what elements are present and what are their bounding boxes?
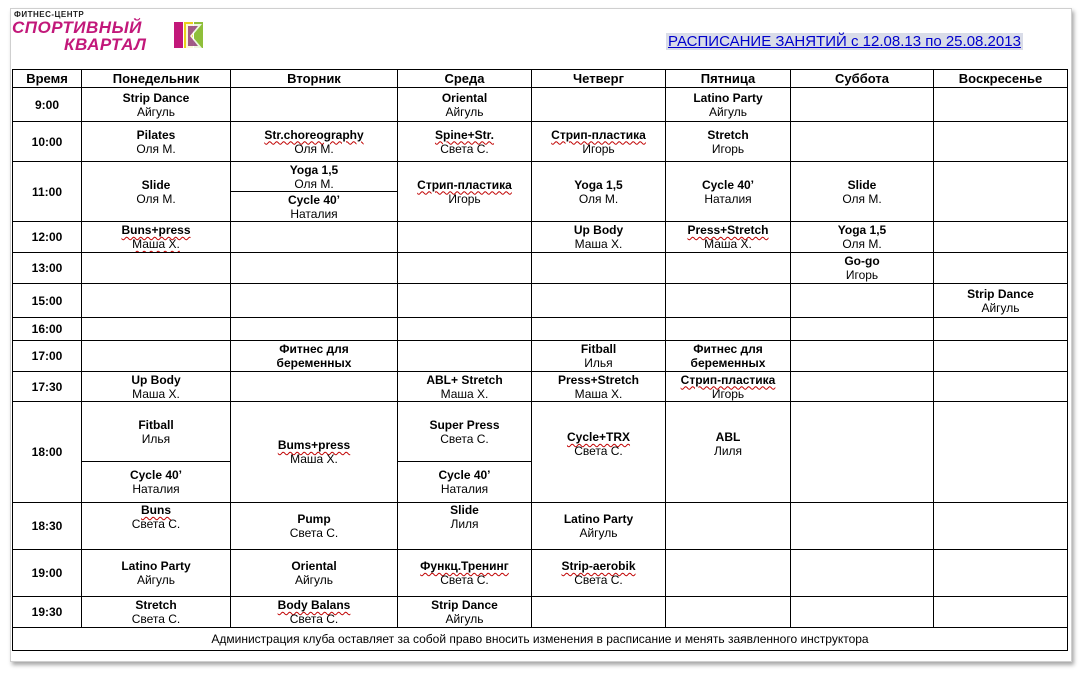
instructor-name: Маша Х. [132,237,180,251]
class-cell [82,597,231,628]
table-row [13,402,1068,462]
time-cell: 19:00 [13,550,82,597]
instructor-name: Айгуль [294,573,334,587]
class-cell [532,550,666,597]
instructor-name: Илья [141,431,171,446]
header-saturday: Суббота [791,70,934,88]
instructor-name: Наталия [132,482,180,496]
instructor-name: Айгуль [981,300,1020,315]
empty-cell [666,550,791,597]
table-row [13,503,1068,550]
table-row [13,318,1068,341]
class-cell [398,550,532,597]
class-name: Стрип-пластика [680,372,776,387]
instructor-name: Айгуль [445,104,484,119]
class-cell [666,122,791,162]
table-row [13,222,1068,253]
header-thursday: Четверг [532,70,666,88]
class-name: Press+Stretch [557,372,640,387]
class-cell [532,503,666,550]
empty-cell [791,402,934,503]
instructor-name: Маша Х. [290,452,338,466]
class-cell [532,122,666,162]
class-cell [398,402,532,462]
instructor-name: Маша Х. [132,386,180,401]
table-row [13,88,1068,122]
empty-cell [934,253,1068,284]
empty-cell [934,341,1068,372]
class-name: ABL+ Stretch [426,372,503,387]
class-name: Slide [450,503,479,517]
class-name: Strip Dance [967,286,1034,301]
class-name: Stretch [135,598,177,612]
instructor-name: Игорь [711,386,745,401]
table-row [13,372,1068,402]
class-name: Latino Party [121,559,191,573]
empty-cell [666,253,791,284]
empty-cell [231,253,398,284]
empty-cell [398,222,532,253]
instructor-name: Маша Х. [574,237,623,251]
empty-cell [532,253,666,284]
class-cell [532,341,666,372]
class-cell [82,122,231,162]
class-cell [791,162,934,222]
class-cell [398,372,532,402]
class-cell [532,372,666,402]
class-name: Функц.Тренинг [420,559,509,573]
class-name: Yoga 1,5 [574,177,623,192]
instructor-name: Маша Х. [574,386,623,401]
instructor-name: Света С. [289,526,339,540]
class-cell [398,88,532,122]
schedule-title-link[interactable]: РАСПИСАНИЕ ЗАНЯТИЙ с 12.08.13 по 25.08.2013 [668,33,1021,50]
class-name: ABL [715,430,741,444]
class-cell [82,372,231,402]
empty-cell [532,597,666,628]
class-cell [231,550,398,597]
empty-cell [791,318,934,341]
class-cell [666,162,791,222]
class-name: Cycle 40’ [129,468,183,482]
class-cell [82,402,231,462]
time-cell: 18:00 [13,402,82,503]
class-cell [82,550,231,597]
class-name: Pilates [136,127,176,142]
class-cell [82,88,231,122]
header-row [13,70,1068,88]
class-name: Strip Dance [431,598,498,612]
instructor-name: Игорь [711,141,745,156]
class-name: Фитнес для [693,342,763,356]
time-cell: 11:00 [13,162,82,222]
time-cell: 16:00 [13,318,82,341]
empty-cell [82,318,231,341]
instructor-name: Игорь [582,141,615,156]
class-name: Yoga 1,5 [289,162,339,177]
class-name: Go-go [844,254,880,268]
class-cell [231,597,398,628]
time-cell: 13:00 [13,253,82,284]
class-name: Latino Party [563,512,634,526]
header-tuesday: Вторник [231,70,398,88]
time-cell: 17:30 [13,372,82,402]
empty-cell [398,318,532,341]
instructor-name: Айгуль [708,104,748,119]
class-name: Oriental [441,90,488,105]
empty-cell [82,253,231,284]
table-row [13,122,1068,162]
class-cell [231,192,398,222]
instructor-name: Оля М. [578,191,619,206]
class-name: Cycle 40’ [701,177,755,192]
class-name: Str.choreography [264,127,364,142]
time-cell: 15:00 [13,284,82,318]
instructor-name: Илья [584,356,613,370]
empty-cell [934,162,1068,222]
class-name: Latino Party [693,90,763,105]
table-row [13,550,1068,597]
empty-cell [666,318,791,341]
empty-cell [934,550,1068,597]
class-cell [666,402,791,503]
instructor-name: Света С. [440,573,489,587]
class-name: Cycle 40’ [438,468,491,482]
class-cell [791,253,934,284]
class-name: Strip Dance [122,90,190,105]
time-cell: 12:00 [13,222,82,253]
empty-cell [934,503,1068,550]
empty-cell [666,597,791,628]
instructor-name: Айгуль [445,612,484,626]
header-wednesday: Среда [398,70,532,88]
class-name: Buns [141,503,171,517]
class-cell [666,372,791,402]
table-row [13,341,1068,372]
instructor-name: Света С. [574,573,623,587]
empty-cell [231,88,398,122]
empty-cell [791,597,934,628]
instructor-name: Оля М. [842,237,882,251]
class-name: Cycle 40’ [287,192,341,207]
class-cell [398,597,532,628]
empty-cell [231,284,398,318]
instructor-name: Света С. [131,612,181,626]
class-cell [666,88,791,122]
class-cell [231,162,398,192]
class-name: Strip-aerobik [561,559,636,573]
instructor-name: Игорь [448,191,481,206]
empty-cell [398,284,532,318]
empty-cell [934,318,1068,341]
class-name: Slide [141,177,171,192]
empty-cell [666,503,791,550]
class-cell [666,222,791,253]
table-row [13,284,1068,318]
footer-row [13,628,1068,651]
class-name: Slide [847,177,877,192]
empty-cell [791,372,934,402]
time-cell: 10:00 [13,122,82,162]
class-cell [666,341,791,372]
empty-cell [934,597,1068,628]
class-name: Cycle+TRX [566,430,631,444]
instructor-name: Маша Х. [704,237,752,251]
class-cell [934,284,1068,318]
class-name-line-2: беременных [690,356,766,370]
class-name: Фитнес для [279,342,349,356]
empty-cell [231,222,398,253]
class-cell [398,122,532,162]
class-cell [532,402,666,503]
class-cell [82,162,231,222]
instructor-name: Оля М. [294,176,334,191]
time-cell: 9:00 [13,88,82,122]
class-cell [82,222,231,253]
table-row [13,597,1068,628]
empty-cell [791,122,934,162]
class-name: Up Body [131,372,181,387]
class-name: Стрип-пластика [417,177,512,192]
class-name: Buns+press [121,223,191,237]
class-name: Up Body [573,223,624,237]
logo-line-2: КВАРТАЛ [64,35,147,54]
instructor-name: Света С. [574,444,623,458]
logo-line-1: СПОРТИВНЫЙ [12,18,142,37]
class-name: Pump [297,512,331,526]
class-cell [82,503,231,550]
class-name: Press+Stretch [687,223,769,237]
empty-cell [791,284,934,318]
empty-cell [934,88,1068,122]
instructor-name: Маша Х. [440,386,489,401]
schedule-table [12,69,1068,651]
empty-cell [398,341,532,372]
instructor-name: Наталия [704,191,752,206]
class-name: Fitball [138,417,174,432]
instructor-name: Айгуль [136,104,176,119]
footer-note: Администрация клуба оставляет за собой право вносить изменения в расписание и менять заявленного инструктора [13,628,1068,651]
header-friday: Пятница [666,70,791,88]
empty-cell [934,402,1068,503]
instructor-name: Света С. [440,141,489,156]
class-name: Oriental [291,559,337,573]
empty-cell [231,318,398,341]
empty-cell [934,372,1068,402]
empty-cell [532,88,666,122]
time-cell: 19:30 [13,597,82,628]
empty-cell [934,222,1068,253]
logo-subtitle: ФИТНЕС-ЦЕНТР [14,10,85,19]
header-monday: Понедельник [82,70,231,88]
instructor-name: Оля М. [294,141,334,156]
empty-cell [82,284,231,318]
instructor-name: Наталия [290,206,338,221]
empty-cell [791,550,934,597]
header-time: Время [13,70,82,88]
class-cell [82,462,231,503]
class-cell [398,462,532,503]
instructor-name: Оля М. [136,191,176,206]
empty-cell [532,318,666,341]
class-cell [532,162,666,222]
table-row [13,162,1068,192]
instructor-name: Айгуль [579,526,618,540]
class-name: Bums+press [277,438,351,452]
instructor-name: Света С. [440,431,489,446]
class-name: Spine+Str. [434,127,495,142]
class-name: Super Press [429,417,500,432]
class-cell [231,341,398,372]
empty-cell [934,122,1068,162]
empty-cell [791,503,934,550]
empty-cell [398,253,532,284]
class-cell [791,222,934,253]
class-name: Yoga 1,5 [837,223,887,237]
class-name: Stretch [707,127,749,142]
instructor-name: Оля М. [136,141,176,156]
class-name-line-2: беременных [276,356,352,370]
class-name: Стрип-пластика [551,127,646,142]
instructor-name: Лиля [450,517,479,531]
class-cell [398,162,532,222]
instructor-name: Лиля [713,444,743,458]
class-name: Fitball [580,342,617,356]
empty-cell [231,372,398,402]
instructor-name: Оля М. [842,191,882,206]
logo-mark-icon [172,18,206,52]
time-cell: 18:30 [13,503,82,550]
class-name: Body Balans [277,598,351,612]
instructor-name: Света С. [131,517,181,531]
time-cell: 17:00 [13,341,82,372]
club-logo [12,10,202,52]
empty-cell [532,284,666,318]
table-row [13,253,1068,284]
empty-cell [791,88,934,122]
instructor-name: Игорь [845,268,879,282]
empty-cell [666,284,791,318]
class-cell [532,222,666,253]
class-cell [231,122,398,162]
empty-cell [82,341,231,372]
instructor-name: Наталия [440,482,489,496]
class-cell [398,503,532,550]
instructor-name: Света С. [289,612,339,626]
class-cell [231,503,398,550]
class-cell [231,402,398,503]
empty-cell [791,341,934,372]
instructor-name: Айгуль [136,573,176,587]
header-sunday: Воскресенье [934,70,1068,88]
